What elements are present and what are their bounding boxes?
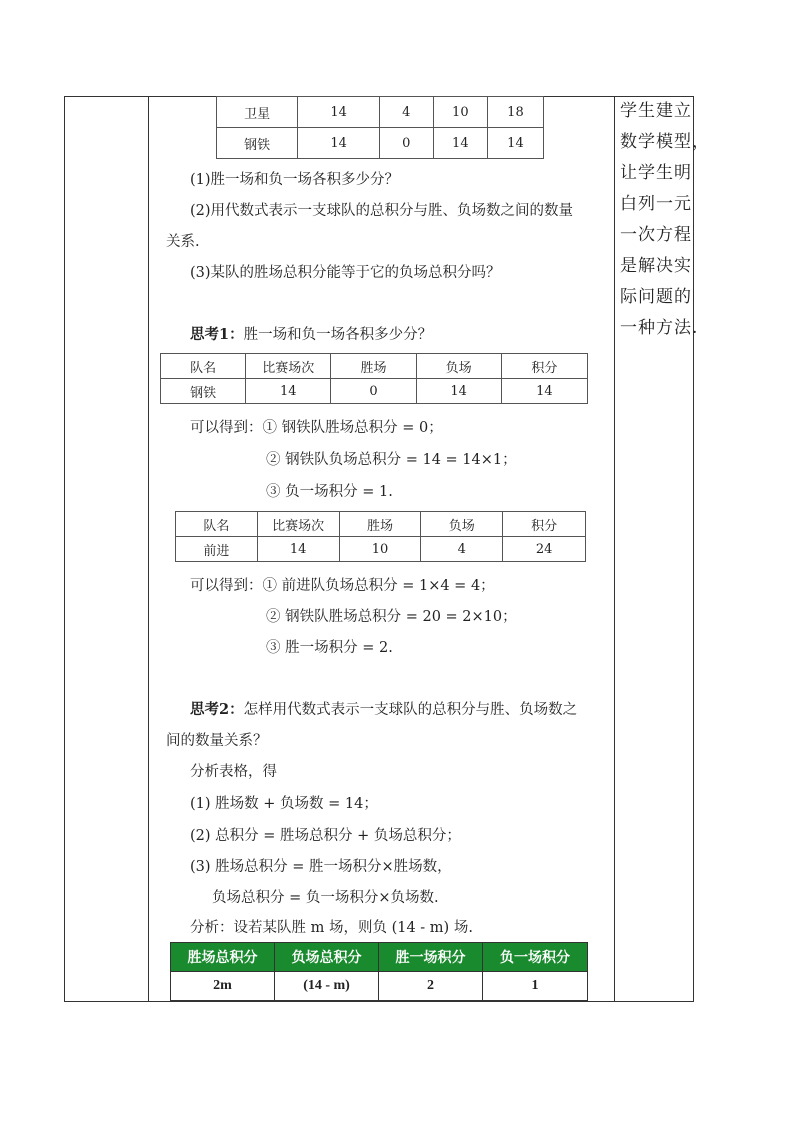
table-cell: 18 — [487, 97, 543, 128]
table-header: 负场 — [416, 354, 501, 379]
side-note-line: 一种方法. — [620, 318, 699, 338]
score-table-top — [216, 96, 544, 159]
question-2-cont: 关系. — [166, 234, 200, 250]
table-cell: 2 — [379, 972, 483, 1001]
conclusion-b-3: ③ 胜一场积分 = 2. — [266, 640, 393, 656]
table-cell: 钢铁 — [217, 128, 298, 159]
conclusion-a-1: 可以得到：① 钢铁队胜场总积分 = 0； — [190, 420, 443, 436]
table-header: 胜场总积分 — [171, 943, 275, 972]
table-cell: 14 — [487, 128, 543, 159]
think-1-label: 思考1： — [190, 326, 244, 343]
table-cell: 14 — [246, 379, 331, 404]
table-cell: 钢铁 — [161, 379, 246, 404]
table-b — [175, 511, 586, 562]
table-header: 积分 — [503, 512, 586, 537]
side-note-line: 学生建立 — [620, 101, 692, 121]
table-cell: 14 — [257, 537, 339, 562]
table-cell: 卫星 — [217, 97, 298, 128]
think-2 — [190, 698, 577, 719]
table-header: 比赛场次 — [257, 512, 339, 537]
conclusion-a-2: ② 钢铁队负场总积分 = 14 = 14×1； — [266, 452, 517, 468]
column-divider-left — [148, 96, 149, 1002]
side-note-line: 一次方程 — [620, 225, 692, 245]
table-cell: 10 — [339, 537, 421, 562]
table-header: 积分 — [501, 354, 587, 379]
table-a — [160, 353, 588, 404]
side-note-line: 际问题的 — [620, 287, 692, 307]
question-3: (3)某队的胜场总积分能等于它的负场总积分吗？ — [190, 265, 501, 281]
table-header: 负一场积分 — [483, 943, 588, 972]
table-header: 胜场 — [339, 512, 421, 537]
column-divider-right — [614, 96, 615, 1002]
table-cell: 1 — [483, 972, 588, 1001]
table-header: 胜场 — [331, 354, 416, 379]
think-1-text: 胜一场和负一场各积多少分？ — [243, 327, 433, 343]
table-header: 比赛场次 — [246, 354, 331, 379]
table-cell: 4 — [379, 97, 433, 128]
table-cell: 14 — [501, 379, 587, 404]
table-cell: 前进 — [176, 537, 258, 562]
table-cell: 14 — [433, 128, 487, 159]
table-cell: 0 — [379, 128, 433, 159]
table-cell: 4 — [421, 537, 503, 562]
table-header: 负场总积分 — [275, 943, 379, 972]
analysis-3: (3) 胜场总积分 = 胜一场积分×胜场数， — [190, 859, 452, 875]
think-2-label: 思考2： — [190, 701, 244, 718]
table-header: 队名 — [161, 354, 246, 379]
side-note — [620, 96, 710, 344]
side-note-line: 白列一元 — [620, 194, 692, 214]
table-cell: (14 - m) — [275, 972, 379, 1001]
conclusion-a-3: ③ 负一场积分 = 1. — [266, 484, 393, 500]
think-1 — [190, 323, 432, 344]
table-cell: 14 — [298, 128, 379, 159]
table-cell: 0 — [331, 379, 416, 404]
side-note-line: 是解决实 — [620, 256, 692, 276]
question-2: (2)用代数式表示一支球队的总积分与胜、负场数之间的数量 — [190, 203, 574, 219]
analysis-setup: 分析：设若某队胜 m 场，则负 (14 - m) 场. — [190, 920, 473, 936]
table-header: 胜一场积分 — [379, 943, 483, 972]
analysis-2: (2) 总积分 = 胜场总积分 + 负场总积分； — [190, 828, 461, 844]
analysis-3-cont: 负场总积分 = 负一场积分×负场数. — [212, 890, 439, 906]
conclusion-b-1: 可以得到：① 前进队负场总积分 = 1×4 = 4； — [190, 578, 495, 594]
table-cell: 10 — [433, 97, 487, 128]
side-note-line: 让学生明 — [620, 163, 692, 183]
table-header: 队名 — [176, 512, 258, 537]
analysis-intro: 分析表格，得 — [190, 764, 277, 780]
table-cell: 2m — [171, 972, 275, 1001]
table-cell: 24 — [503, 537, 586, 562]
question-1: (1)胜一场和负一场各积多少分？ — [190, 172, 400, 188]
think-2-text: 怎样用代数式表示一支球队的总积分与胜、负场数之 — [243, 702, 578, 718]
analysis-1: (1) 胜场数 + 负场数 = 14； — [190, 796, 378, 812]
side-note-line: 数学模型， — [620, 132, 710, 152]
table-cell: 14 — [298, 97, 379, 128]
table-cell: 14 — [416, 379, 501, 404]
points-table — [170, 942, 588, 1001]
table-header: 负场 — [421, 512, 503, 537]
conclusion-b-2: ② 钢铁队胜场总积分 = 20 = 2×10； — [266, 609, 517, 625]
think-2-cont: 间的数量关系？ — [166, 733, 268, 749]
